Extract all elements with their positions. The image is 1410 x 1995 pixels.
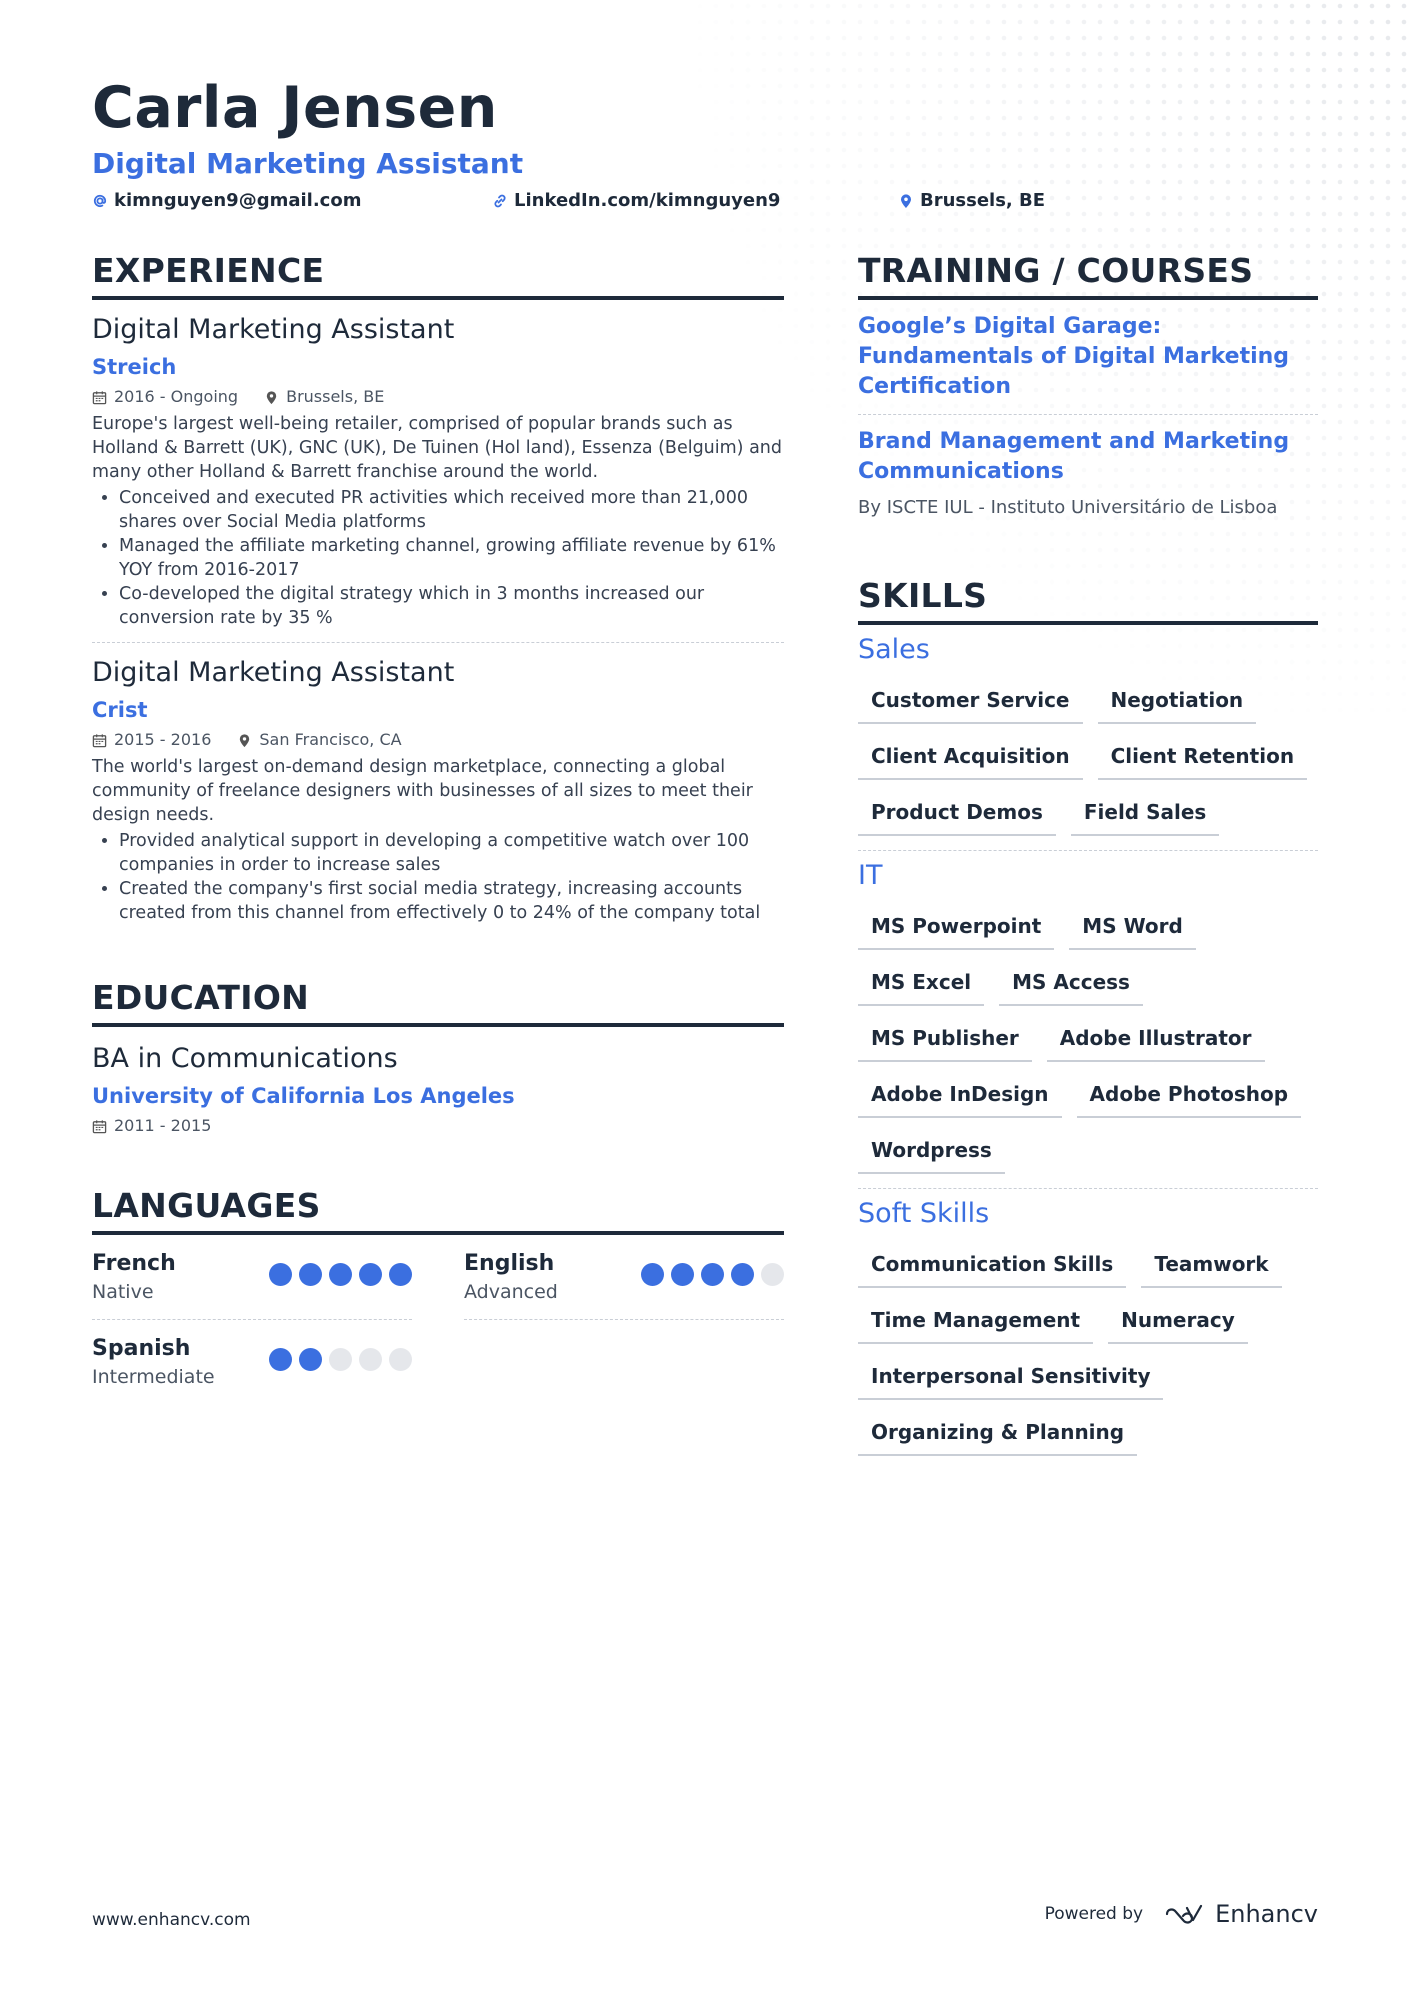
achievement-list <box>92 829 784 925</box>
language-rating <box>269 1263 412 1286</box>
skill-tag: MS Publisher <box>858 1019 1032 1062</box>
skill-tag: Product Demos <box>858 793 1056 836</box>
rating-dot-filled <box>731 1263 754 1286</box>
education-dates: 2011 - 2015 <box>114 1116 212 1135</box>
language-item <box>464 1249 784 1320</box>
candidate-name: Carla Jensen <box>92 75 498 141</box>
company-name[interactable]: Streich <box>92 355 177 379</box>
job-meta <box>92 727 784 753</box>
skill-tag: Adobe InDesign <box>858 1075 1062 1118</box>
languages-heading: LANGUAGES <box>92 1185 784 1235</box>
enhancv-logo-icon <box>1163 1902 1207 1926</box>
footer-website[interactable]: www.enhancv.com <box>92 1910 251 1930</box>
experience-entry <box>92 300 784 642</box>
job-dates: 2015 - 2016 <box>114 730 212 749</box>
rating-dot-filled <box>299 1348 322 1371</box>
rating-dot-filled <box>269 1348 292 1371</box>
map-pin-icon <box>237 733 252 748</box>
skill-tag: Client Retention <box>1098 737 1307 780</box>
email-contact[interactable] <box>92 190 361 211</box>
skill-tag: Field Sales <box>1071 793 1219 836</box>
course-provider: By ISCTE IUL - Instituto Universitário de Lisboa <box>858 497 1278 518</box>
skill-group <box>858 850 1318 1188</box>
skill-tag: Numeracy <box>1108 1301 1248 1344</box>
powered-by-text: Powered by <box>1044 1904 1144 1924</box>
achievement-item: • Co-developed the digital strategy which in 3 months increased our conversion rate by 35 % <box>119 582 784 630</box>
education-heading: EDUCATION <box>92 977 784 1027</box>
job-location: San Francisco, CA <box>259 730 402 749</box>
language-level: Native <box>92 1281 154 1303</box>
language-rating <box>641 1263 784 1286</box>
language-level: Intermediate <box>92 1366 215 1388</box>
page-footer <box>92 1900 1318 1940</box>
company-name[interactable]: Crist <box>92 698 148 722</box>
rating-dot-filled <box>671 1263 694 1286</box>
skill-group-name: Soft Skills <box>858 1198 990 1229</box>
skill-group-name: Sales <box>858 634 930 665</box>
skill-tag: Wordpress <box>858 1131 1005 1174</box>
skill-tag: Adobe Illustrator <box>1047 1019 1265 1062</box>
education-entry <box>92 1027 784 1139</box>
skill-tag: MS Excel <box>858 963 984 1006</box>
language-level: Advanced <box>464 1281 558 1303</box>
skill-tag: Organizing & Planning <box>858 1413 1137 1456</box>
languages-list <box>92 1235 784 1418</box>
skill-tag: MS Access <box>999 963 1143 1006</box>
course-title[interactable]: Brand Management and Marketing Communications <box>858 429 1290 484</box>
skills-heading: SKILLS <box>858 575 1318 625</box>
skill-tags <box>858 1245 1318 1456</box>
company-description: The world's largest on-demand design marketplace, connecting a global community of freelance designers with businesses of all sizes to meet their design needs. <box>92 757 753 825</box>
enhancv-wordmark: Enhancv <box>1215 1900 1318 1928</box>
course-entry <box>858 414 1318 533</box>
achievement-item: • Provided analytical support in developing a competitive watch over 100 companies in order to increase sales <box>119 829 784 877</box>
skill-tag: Adobe Photoshop <box>1077 1075 1302 1118</box>
linkedin-contact[interactable] <box>492 190 780 211</box>
job-meta <box>92 384 784 410</box>
skill-tags <box>858 681 1318 836</box>
skill-tag: Client Acquisition <box>858 737 1083 780</box>
at-icon <box>92 193 108 209</box>
achievement-item: • Conceived and executed PR activities which received more than 21,000 shares over Social Media platforms <box>119 486 784 534</box>
skill-tag: Time Management <box>858 1301 1093 1344</box>
education-meta <box>92 1113 784 1139</box>
email-text: kimnguyen9@gmail.com <box>114 190 362 211</box>
language-name: Spanish <box>92 1336 191 1361</box>
job-title: Digital Marketing Assistant <box>92 314 455 345</box>
rating-dot-filled <box>641 1263 664 1286</box>
skill-group <box>858 1188 1318 1470</box>
rating-dot-filled <box>359 1263 382 1286</box>
powered-by <box>1045 1900 1318 1928</box>
job-title: Digital Marketing Assistant <box>92 657 455 688</box>
rating-dot-filled <box>269 1263 292 1286</box>
school-name[interactable]: University of California Los Angeles <box>92 1084 515 1108</box>
rating-dot-filled <box>701 1263 724 1286</box>
calendar-icon <box>92 1119 107 1134</box>
achievement-list <box>92 486 784 630</box>
location-text: Brussels, BE <box>920 190 1046 211</box>
company-description: Europe's largest well-being retailer, comprised of popular brands such as Holland & Barrett (UK), GNC (UK), De Tuinen (Hol land), Essenza (Belguim) and many other Holland & Barrett franchise around the world. <box>92 414 782 482</box>
experience-entry <box>92 642 784 937</box>
skill-tag: MS Word <box>1069 907 1196 950</box>
rating-dot-filled <box>329 1263 352 1286</box>
link-icon <box>492 193 508 209</box>
experience-heading: EXPERIENCE <box>92 250 784 300</box>
training-heading: TRAINING / COURSES <box>858 250 1318 300</box>
language-item <box>92 1249 412 1320</box>
language-name: French <box>92 1251 176 1276</box>
candidate-role: Digital Marketing Assistant <box>92 147 524 180</box>
achievement-item: • Managed the affiliate marketing channel, growing affiliate revenue by 61% YOY from 2016-2017 <box>119 534 784 582</box>
language-name: English <box>464 1251 555 1276</box>
skill-group-name: IT <box>858 860 883 891</box>
rating-dot-filled <box>389 1263 412 1286</box>
rating-dot-empty <box>761 1263 784 1286</box>
skill-tag: MS Powerpoint <box>858 907 1054 950</box>
language-rating <box>269 1348 412 1371</box>
course-entry <box>858 300 1318 414</box>
job-dates: 2016 - Ongoing <box>114 387 239 406</box>
skill-tags <box>858 907 1318 1174</box>
skill-tag: Teamwork <box>1141 1245 1281 1288</box>
skill-tag: Interpersonal Sensitivity <box>858 1357 1163 1400</box>
rating-dot-empty <box>359 1348 382 1371</box>
right-column <box>858 250 1318 1470</box>
course-title[interactable]: Google’s Digital Garage: Fundamentals of Digital Marketing Certification <box>858 314 1290 399</box>
linkedin-text: LinkedIn.com/kimnguyen9 <box>514 190 781 211</box>
map-pin-icon <box>898 193 914 209</box>
calendar-icon <box>92 390 107 405</box>
skill-tag: Customer Service <box>858 681 1083 724</box>
calendar-icon <box>92 733 107 748</box>
location-contact <box>898 190 1045 211</box>
rating-dot-empty <box>329 1348 352 1371</box>
achievement-item: • Created the company's first social media strategy, increasing accounts created from this channel from effectively 0 to 24% of the company total <box>119 877 784 925</box>
skill-tag: Negotiation <box>1098 681 1257 724</box>
contact-bar <box>92 190 1322 220</box>
left-column <box>92 250 784 1418</box>
degree: BA in Communications <box>92 1043 398 1074</box>
job-location: Brussels, BE <box>286 387 385 406</box>
enhancv-logo[interactable] <box>1163 1900 1318 1928</box>
map-pin-icon <box>264 390 279 405</box>
rating-dot-empty <box>389 1348 412 1371</box>
rating-dot-filled <box>299 1263 322 1286</box>
language-item <box>92 1334 412 1404</box>
skill-group <box>858 625 1318 850</box>
resume-header <box>92 72 1322 220</box>
skill-tag: Communication Skills <box>858 1245 1126 1288</box>
